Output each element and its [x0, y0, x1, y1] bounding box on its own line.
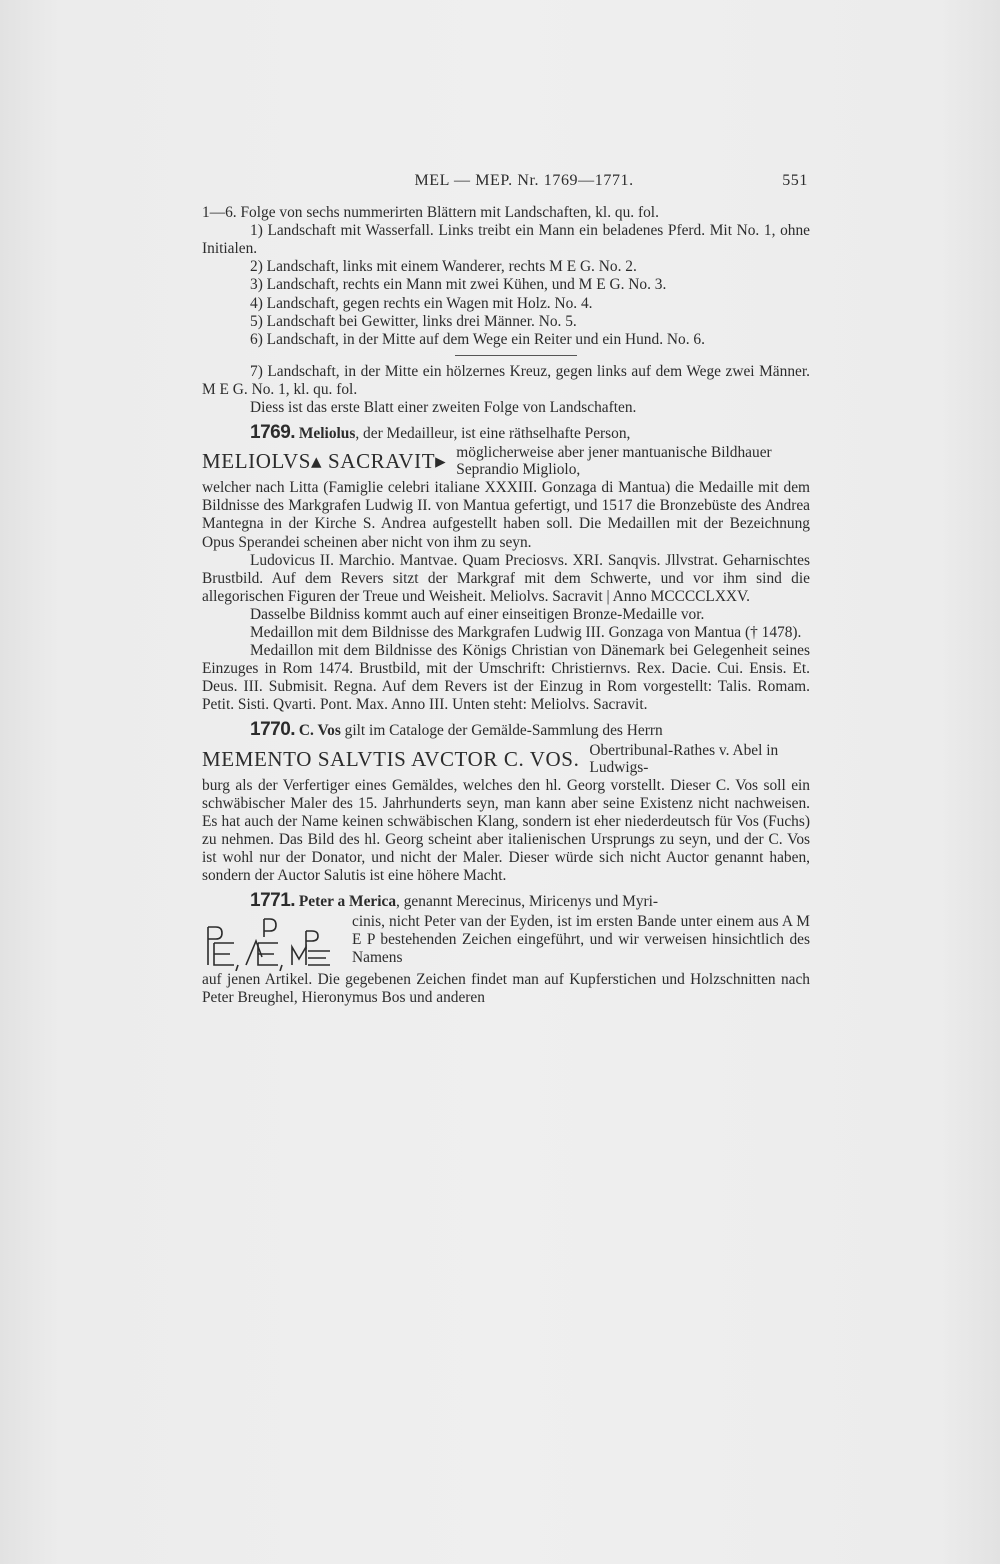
folge-item-7: 7) Landschaft, in der Mitte ein hölzernes Kreuz, gegen links auf dem Wege zwei Männer. M E G. No. 1, kl. qu. fol. [202, 362, 810, 398]
entry-number: 1771. [250, 890, 296, 912]
entry-body: welcher nach Litta (Famiglie celebri italiane XXXIII. Gonzaga di Mantua) die Medaille mit dem Bildnisse des Markgrafen Ludwig II. von Mantua gefertigt, und 1517 die Bronzebüste des Andrea Mantegna in der Kirche S. Andrea aufgestellt haben soll. Die Medaillen mit der Bezeichnung Opus Sperandei scheinen aber nicht von ihm zu seyn. [202, 479, 810, 551]
entry-number: 1770. [250, 719, 296, 741]
header-title: MEL — MEP. Nr. 1769—1771. [414, 172, 634, 189]
entry-name: Meliolus [298, 425, 356, 443]
entry-1771 [202, 892, 810, 1007]
entry-name: Peter a Merica [298, 893, 397, 911]
entry-body: auf jenen Artikel. Die gegebenen Zeichen findet man auf Kupferstichen und Holzschnitten nach Peter Breughel, Hieronymus Bos und anderen [202, 971, 810, 1007]
medaillon-ludwig: Medaillon mit dem Bildnisse des Markgrafen Ludwig III. Gonzaga von Mantua († 1478). [250, 623, 802, 641]
medaillon-christian: Medaillon mit dem Bildnisse des Königs Christian von Dänemark bei Gelegenheit seines Einzuges in Rom 1474. Brustbild, mit der Umschrift: Christiernvs. Rex. Dacie. Cui. Ensis. Et. Deus. III. Submisit. Regna. Auf dem Revers ist der Einzug in Rom vorgestellt: Talis. Romam. Petit. Sisti. Qvarti. Pont. Max. Anno III. Unten steht: Meliolvs. Sacravit. [202, 642, 810, 714]
monogram-block [202, 913, 810, 971]
folge-item-1: 1) Landschaft mit Wasserfall. Links treibt ein Mann ein beladenes Pferd. Mit No. 1, ohne Initialen. [202, 222, 810, 258]
inscription-side-text: möglicherweise aber jener mantuanische Bildhauer Seprandio Migliolo, [456, 444, 772, 479]
running-header [202, 172, 810, 190]
monogram-side-text: cinis, nicht Peter van der Eyden, ist im ersten Bande unter einem aus A M E P bestehenden Zeichen eingeführt, und wir verweisen hinsichtlich des Namens [352, 913, 810, 967]
inscription: MEMENTO SALVTIS AVCTOR C. VOS. [202, 746, 580, 771]
entry-name: C. Vos [298, 722, 341, 740]
entry-intro: , genannt Merecinus, Miricenys und Myri- [396, 893, 659, 911]
folge-item-4: 4) Landschaft, gegen rechts ein Wagen mit Holz. No. 4. [250, 294, 593, 312]
artist-monogram-marks [202, 913, 352, 971]
entry-intro: gilt im Cataloge der Gemälde-Sammlung des Herrn [340, 722, 663, 740]
folge-item-3: 3) Landschaft, rechts ein Mann mit zwei Kühen, und M E G. No. 3. [250, 276, 667, 294]
entry-intro: , der Medailleur, ist eine räthselhafte Person, [355, 425, 631, 443]
folge-item-6: 6) Landschaft, in der Mitte auf dem Wege ein Reiter und ein Hund. No. 6. [250, 330, 705, 348]
entry-number: 1769. [250, 422, 296, 444]
text-column [202, 172, 810, 1007]
inscription-line [202, 742, 810, 776]
folge-intro: 1—6. Folge von sechs nummerirten Blättern mit Landschaften, kl. qu. fol. [202, 204, 659, 222]
folge-note: Diess ist das erste Blatt einer zweiten Folge von Landschaften. [250, 399, 637, 417]
entry-body: burg als der Verfertiger eines Gemäldes, welches den hl. Georg vorstellt. Dieser C. Vos soll ein schwäbischer Maler des 15. Jahrhunderts seyn, man kann aber seine Existenz nicht nachweisen. Es hat auch der Name keinen schwäbischen Klang, sondern ist eher niederdeutsch für Vos (Fuchs) zu nehmen. Das Bild des hl. Georg scheint aber italienischen Ursprungs zu seyn, und der C. Vos ist wohl nur der Donator, und nicht der Maler. Dieser würde sich nicht Auctor genannt haben, sondern der Auctor Salutis ist eine höhere Macht. [202, 776, 810, 884]
medal-description: Ludovicus II. Marchio. Mantvae. Quam Preciosvs. XRI. Sanqvis. Jllvstrat. Geharnischtes Brustbild. Auf dem Revers sitzt der Markgraf mit dem Schwerte, und vor ihm sind die allegorischen Figuren der Treue und Weisheit. Meliolvs. Sacravit | Anno MCCCCLXXV. [202, 551, 810, 605]
entry-1770 [202, 721, 810, 885]
inscription-line [202, 444, 810, 478]
folge-item-2: 2) Landschaft, links mit einem Wanderer, rechts M E G. No. 2. [250, 258, 637, 276]
entry-1769 [202, 424, 810, 714]
inscription: MELIOLVS▴ SACRAVIT▸ [202, 449, 447, 474]
inscription-side-text: Obertribunal-Rathes v. Abel in Ludwigs- [589, 741, 779, 776]
section-divider [455, 355, 577, 356]
page-number: 551 [782, 172, 808, 189]
medal-variant: Dasselbe Bildniss kommt auch auf einer einseitigen Bronze-Medaille vor. [250, 605, 705, 623]
folge-item-5: 5) Landschaft bei Gewitter, links drei Männer. No. 5. [250, 312, 577, 330]
